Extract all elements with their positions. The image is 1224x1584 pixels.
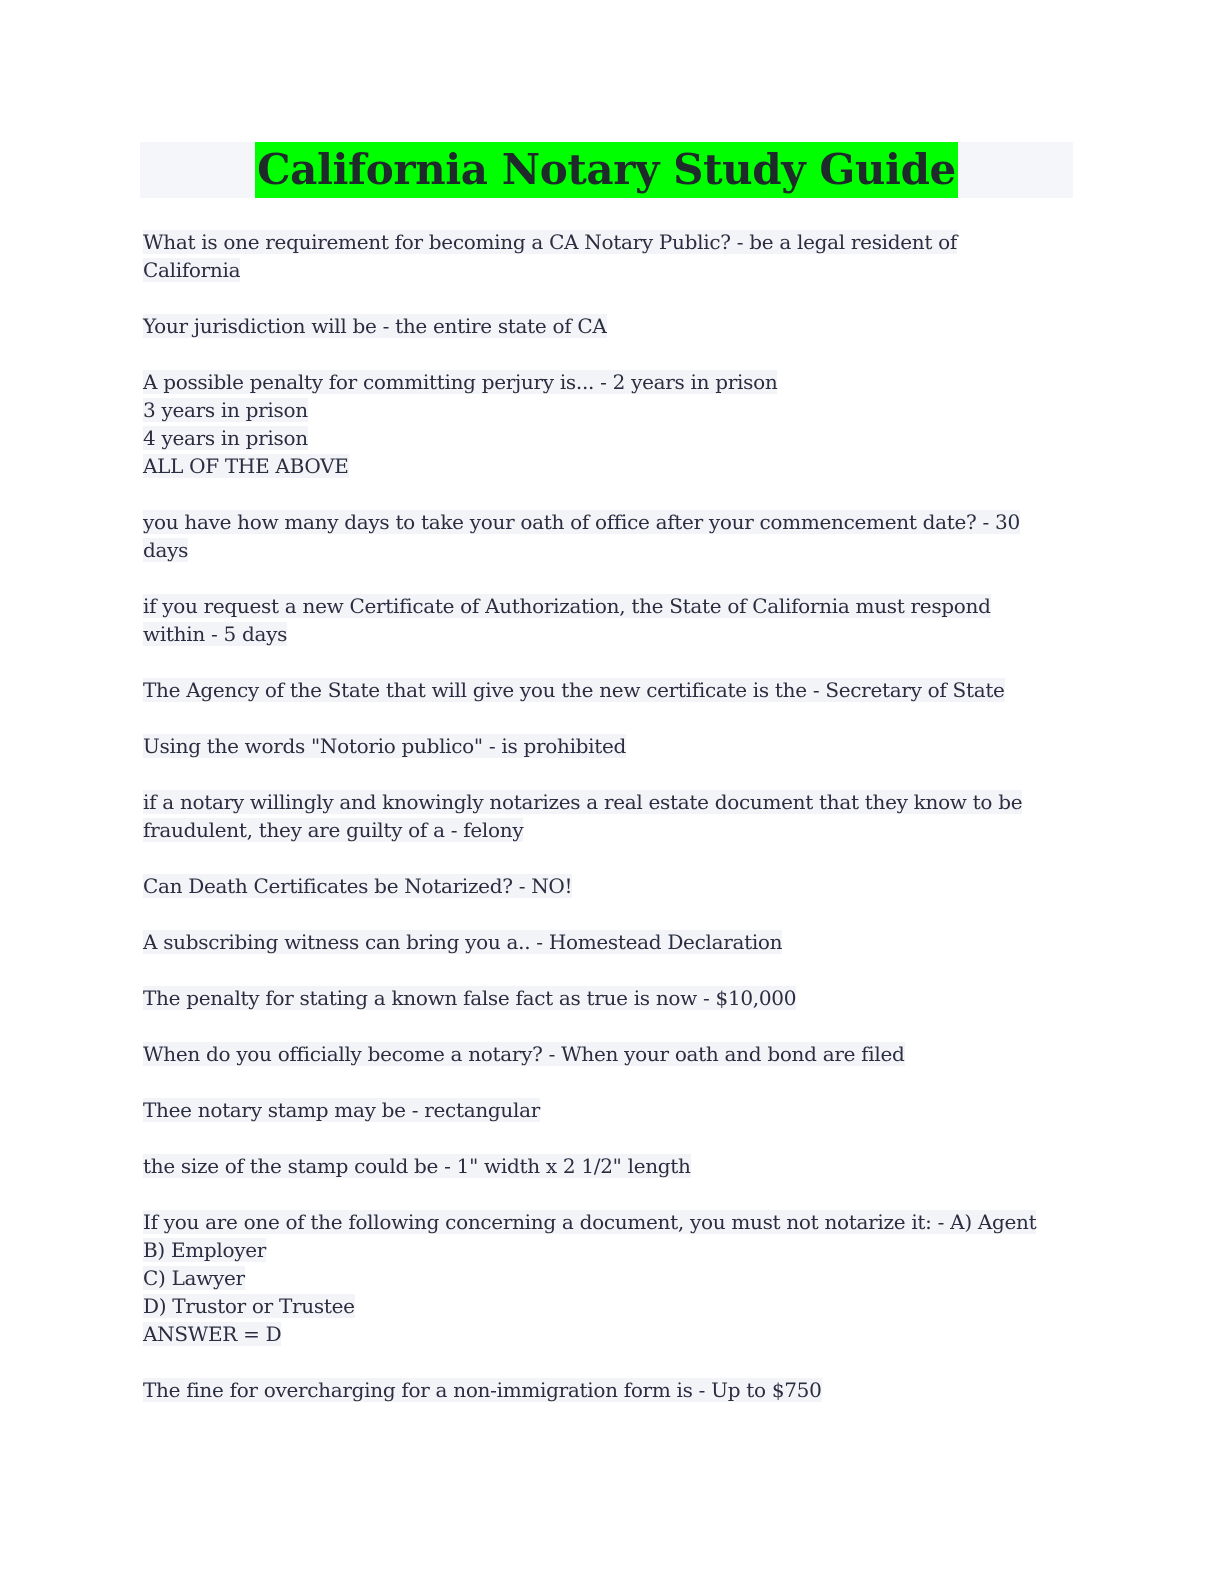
qa-item bbox=[143, 1152, 1068, 1180]
qa-line bbox=[143, 396, 1068, 424]
qa-line-text: days bbox=[143, 538, 189, 562]
qa-line bbox=[143, 788, 1068, 816]
qa-line-text: The fine for overcharging for a non-immigration form is - Up to $750 bbox=[143, 1378, 822, 1402]
qa-item bbox=[143, 508, 1068, 564]
qa-line-text: Can Death Certificates be Notarized? - NO! bbox=[143, 874, 573, 898]
qa-line bbox=[143, 536, 1068, 564]
qa-item bbox=[143, 368, 1068, 480]
qa-item bbox=[143, 872, 1068, 900]
qa-line bbox=[143, 676, 1068, 704]
qa-item bbox=[143, 228, 1068, 284]
qa-line bbox=[143, 1208, 1068, 1236]
qa-item bbox=[143, 1208, 1068, 1348]
qa-line-text: fraudulent, they are guilty of a - felony bbox=[143, 818, 524, 842]
qa-item bbox=[143, 732, 1068, 760]
qa-line bbox=[143, 1264, 1068, 1292]
qa-line-text: What is one requirement for becoming a CA Notary Public? - be a legal resident of bbox=[143, 230, 958, 254]
qa-line-text: ALL OF THE ABOVE bbox=[143, 454, 349, 478]
qa-item bbox=[143, 984, 1068, 1012]
qa-line bbox=[143, 928, 1068, 956]
qa-line bbox=[143, 620, 1068, 648]
qa-line bbox=[143, 228, 1068, 256]
qa-line-text: if a notary willingly and knowingly notarizes a real estate document that they know to be bbox=[143, 790, 1023, 814]
qa-line bbox=[143, 256, 1068, 284]
qa-line-text: B) Employer bbox=[143, 1238, 267, 1262]
qa-line bbox=[143, 1152, 1068, 1180]
qa-item bbox=[143, 1040, 1068, 1068]
qa-line-text: Thee notary stamp may be - rectangular bbox=[143, 1098, 540, 1122]
qa-line-text: 4 years in prison bbox=[143, 426, 308, 450]
qa-line bbox=[143, 508, 1068, 536]
qa-line bbox=[143, 732, 1068, 760]
qa-item bbox=[143, 312, 1068, 340]
qa-line-text: The penalty for stating a known false fact as true is now - $10,000 bbox=[143, 986, 797, 1010]
qa-item bbox=[143, 1376, 1068, 1404]
qa-line bbox=[143, 1376, 1068, 1404]
qa-line bbox=[143, 368, 1068, 396]
qa-line-text: When do you officially become a notary? - When your oath and bond are filed bbox=[143, 1042, 905, 1066]
qa-item bbox=[143, 592, 1068, 648]
qa-line bbox=[143, 312, 1068, 340]
qa-line-text: 3 years in prison bbox=[143, 398, 308, 422]
qa-line bbox=[143, 1096, 1068, 1124]
qa-line-text: you have how many days to take your oath of office after your commencement date? - 30 bbox=[143, 510, 1020, 534]
qa-line-text: The Agency of the State that will give you the new certificate is the - Secretary of State bbox=[143, 678, 1005, 702]
qa-line bbox=[143, 872, 1068, 900]
qa-item bbox=[143, 676, 1068, 704]
qa-line bbox=[143, 816, 1068, 844]
qa-line bbox=[143, 592, 1068, 620]
qa-item bbox=[143, 928, 1068, 956]
qa-line-text: If you are one of the following concerning a document, you must not notarize it: - A) Agent bbox=[143, 1210, 1037, 1234]
qa-item bbox=[143, 1096, 1068, 1124]
qa-line bbox=[143, 1320, 1068, 1348]
study-guide-content bbox=[143, 228, 1068, 1432]
title-band bbox=[140, 142, 1073, 198]
qa-line-text: California bbox=[143, 258, 241, 282]
qa-line bbox=[143, 424, 1068, 452]
qa-line-text: Your jurisdiction will be - the entire state of CA bbox=[143, 314, 607, 338]
document-title: California Notary Study Guide bbox=[255, 142, 958, 198]
qa-line bbox=[143, 1292, 1068, 1320]
qa-line-text: if you request a new Certificate of Authorization, the State of California must respond bbox=[143, 594, 991, 618]
qa-line-text: D) Trustor or Trustee bbox=[143, 1294, 355, 1318]
qa-line-text: Using the words "Notorio publico" - is prohibited bbox=[143, 734, 627, 758]
qa-line-text: the size of the stamp could be - 1" width x 2 1/2" length bbox=[143, 1154, 691, 1178]
qa-line bbox=[143, 984, 1068, 1012]
qa-line bbox=[143, 1236, 1068, 1264]
qa-line bbox=[143, 452, 1068, 480]
qa-line bbox=[143, 1040, 1068, 1068]
qa-item bbox=[143, 788, 1068, 844]
qa-line-text: A subscribing witness can bring you a.. - Homestead Declaration bbox=[143, 930, 783, 954]
qa-line-text: ANSWER = D bbox=[143, 1322, 282, 1346]
qa-line-text: C) Lawyer bbox=[143, 1266, 245, 1290]
qa-line-text: A possible penalty for committing perjury is... - 2 years in prison bbox=[143, 370, 778, 394]
qa-line-text: within - 5 days bbox=[143, 622, 288, 646]
